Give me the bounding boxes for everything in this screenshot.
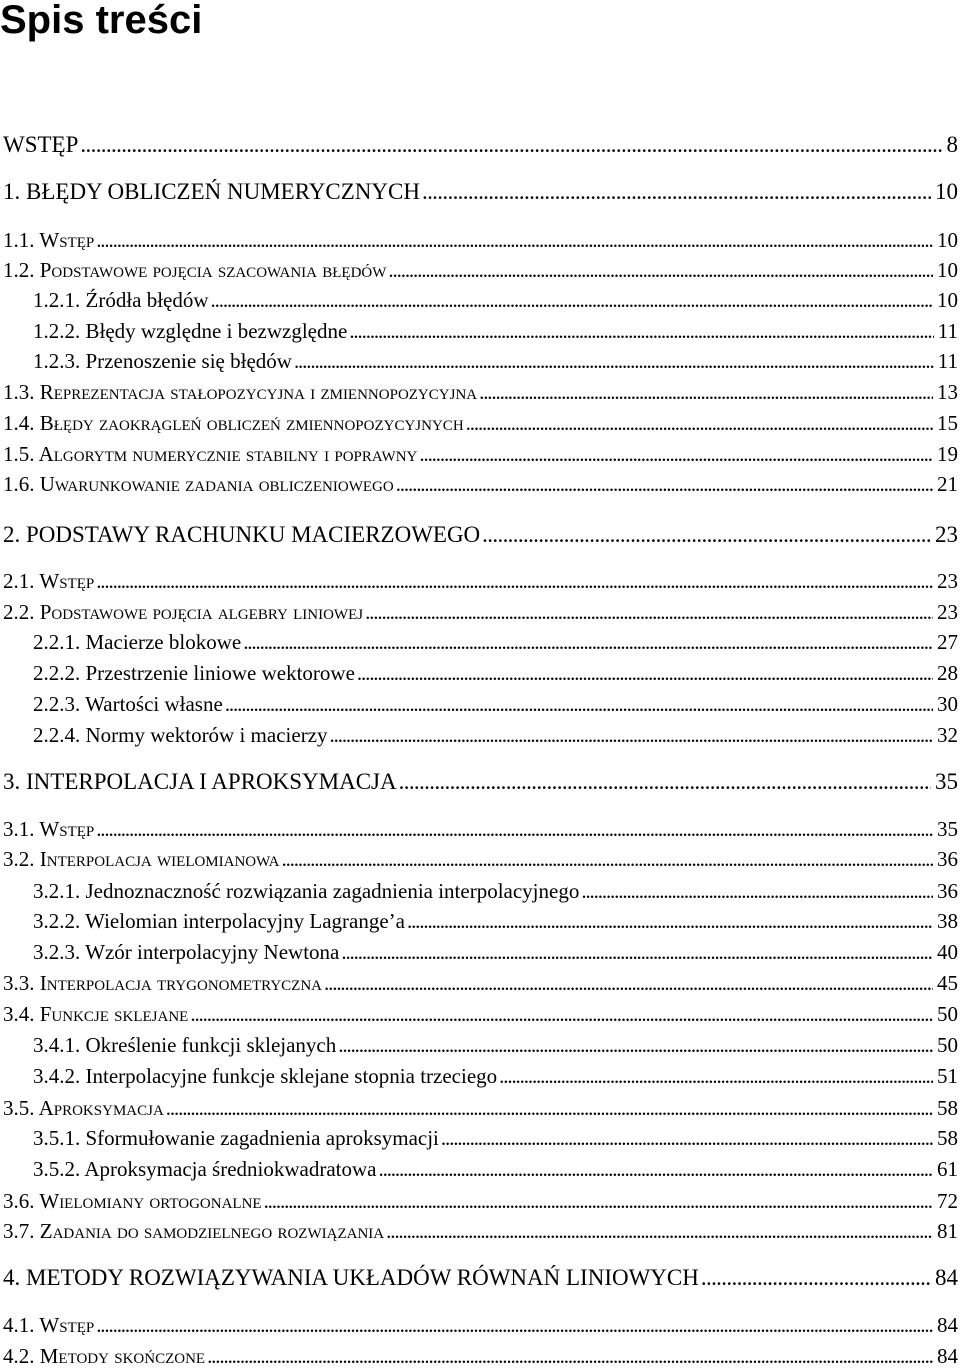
toc-entry-page: 40 (937, 940, 958, 964)
toc-entry[interactable] (33, 937, 958, 967)
toc-entry-title: 2.2.1. Macierze blokowe (33, 630, 242, 654)
dot-leader (581, 876, 933, 906)
dot-leader (243, 627, 933, 657)
toc-entry-page: 50 (937, 1002, 958, 1026)
dot-leader (419, 439, 933, 469)
dot-leader (211, 285, 933, 315)
toc-entry[interactable] (3, 255, 958, 285)
page-title: Spis treści (0, 0, 203, 42)
toc-entry[interactable] (3, 1310, 958, 1340)
dot-leader (190, 999, 933, 1029)
dot-leader (386, 1216, 933, 1246)
toc-entry-title: 4. METODY ROZWIĄZYWANIA UKŁADÓW RÓWNAŃ LINIOWYCH (3, 1265, 699, 1290)
toc-entry[interactable] (33, 658, 958, 688)
toc-entry[interactable] (33, 1123, 958, 1153)
dot-leader (479, 377, 933, 407)
toc-entry-page: 51 (937, 1064, 958, 1088)
toc-entry[interactable] (3, 469, 958, 499)
toc-entry[interactable] (33, 689, 958, 719)
toc-entry-title: 3.5.1. Sformułowanie zagadnienia aproksymacji (33, 1126, 439, 1150)
toc-entry[interactable] (33, 285, 958, 315)
dot-leader (349, 316, 933, 346)
dot-leader (407, 906, 933, 936)
toc-entry-title: 4.2. Metody skończone (3, 1344, 206, 1368)
toc-entry[interactable] (3, 767, 958, 797)
toc-entry-title: 2. PODSTAWY RACHUNKU MACIERZOWEGO (3, 522, 481, 547)
toc-entry-page: 61 (937, 1157, 958, 1181)
toc-entry-page: 35 (935, 769, 958, 794)
toc-entry[interactable] (3, 408, 958, 438)
toc-entry-page: 58 (937, 1126, 958, 1150)
dot-leader (396, 469, 933, 499)
toc-entry-page: 23 (937, 569, 958, 593)
toc-entry-title: 3.2. Interpolacja wielomianowa (3, 847, 280, 871)
dot-leader (499, 1061, 933, 1091)
toc-entry-page: 84 (937, 1313, 958, 1337)
dot-leader (482, 520, 931, 550)
dot-leader (441, 1123, 933, 1153)
toc-entry-title: 3.6. Wielomiany ortogonalne (3, 1189, 262, 1213)
toc-entry-page: 36 (937, 847, 958, 871)
toc-entry[interactable] (3, 130, 958, 160)
toc-entry-page: 27 (937, 630, 958, 654)
toc-entry[interactable] (3, 1216, 958, 1246)
toc-entry-title: 1. BŁĘDY OBLICZEŃ NUMERYCZNYCH (3, 179, 420, 204)
toc-entry-title: 1.6. Uwarunkowanie zadania obliczeniowego (3, 472, 394, 496)
dot-leader (207, 1341, 933, 1371)
toc-entry[interactable] (3, 597, 958, 627)
dot-leader (96, 1310, 933, 1340)
toc-entry-page: 58 (937, 1096, 958, 1120)
dot-leader (96, 814, 933, 844)
toc-entry-title: 3.7. Zadania do samodzielnego rozwiązania (3, 1219, 385, 1243)
dot-leader (365, 597, 933, 627)
toc-entry-title: 2.2.3. Wartości własne (33, 692, 223, 716)
toc-entry[interactable] (3, 177, 958, 207)
toc-entry[interactable] (33, 1154, 958, 1184)
dot-leader (96, 566, 933, 596)
toc-entry-title: 3.1. Wstęp (3, 817, 95, 841)
toc-entry[interactable] (3, 999, 958, 1029)
toc-entry-page: 81 (937, 1219, 958, 1243)
toc-entry[interactable] (3, 1263, 958, 1293)
toc-entry-title: 3.2.1. Jednoznaczność rozwiązania zagadnienia interpolacyjnego (33, 879, 580, 903)
toc-entry[interactable] (33, 876, 958, 906)
toc-entry-page: 10 (937, 288, 958, 312)
toc-entry-page: 50 (937, 1033, 958, 1057)
dot-leader (466, 408, 933, 438)
toc-entry[interactable] (33, 1061, 958, 1091)
dot-leader (166, 1093, 933, 1123)
toc-entry-title: 3.4.2. Interpolacyjne funkcje sklejane stopnia trzeciego (33, 1064, 498, 1088)
toc-entry-title: 1.2.3. Przenoszenie się błędów (33, 349, 292, 373)
toc-entry-title: 2.1. Wstęp (3, 569, 95, 593)
dot-leader (281, 844, 933, 874)
toc-entry-title: 3.3. Interpolacja trygonometryczna (3, 971, 323, 995)
toc-entry-title: 3.4.1. Określenie funkcji sklejanych (33, 1033, 337, 1057)
toc-entry-page: 10 (935, 179, 958, 204)
dot-leader (324, 968, 933, 998)
toc-entry-title: WSTĘP (3, 132, 79, 157)
toc-entry-page: 10 (937, 228, 958, 252)
toc-entry-title: 1.5. Algorytm numerycznie stabilny i poprawny (3, 442, 418, 466)
toc-entry-title: 4.1. Wstęp (3, 1313, 95, 1337)
toc-entry-page: 10 (937, 258, 958, 282)
toc-entry-page: 72 (937, 1189, 958, 1213)
toc-entry-title: 2.2. Podstawowe pojęcia algebry liniowej (3, 600, 364, 624)
dot-leader (341, 937, 933, 967)
dot-leader (264, 1186, 933, 1216)
toc-entry-page: 23 (935, 522, 958, 547)
toc-entry-title: 3.2.3. Wzór interpolacyjny Newtona (33, 940, 340, 964)
toc-entry-title: 3. INTERPOLACJA I APROKSYMACJA (3, 769, 397, 794)
toc-entry-page: 45 (937, 971, 958, 995)
toc-entry[interactable] (3, 1093, 958, 1123)
toc-entry-title: 1.1. Wstęp (3, 228, 95, 252)
toc-entry[interactable] (3, 377, 958, 407)
toc-entry[interactable] (3, 968, 958, 998)
toc-entry-title: 3.4. Funkcje sklejane (3, 1002, 189, 1026)
dot-leader (225, 689, 933, 719)
toc-entry-page: 84 (935, 1265, 958, 1290)
toc-entry-page: 84 (937, 1344, 958, 1368)
toc-entry-title: 2.2.4. Normy wektorów i macierzy (33, 723, 328, 747)
dot-leader (96, 225, 933, 255)
toc-entry-page: 13 (937, 380, 958, 404)
dot-leader (379, 1154, 934, 1184)
dot-leader (357, 658, 933, 688)
toc-entry-title: 1.2.2. Błędy względne i bezwzględne (33, 319, 348, 343)
toc-entry[interactable] (33, 720, 958, 750)
toc-entry[interactable] (3, 1186, 958, 1216)
toc-entry[interactable] (3, 814, 958, 844)
toc-entry-title: 3.5. Aproksymacja (3, 1096, 164, 1120)
toc-entry-title: 1.2. Podstawowe pojęcia szacowania błędów (3, 258, 387, 282)
toc-entry[interactable] (3, 566, 958, 596)
dot-leader (422, 177, 931, 207)
toc-entry-title: 2.2.2. Przestrzenie liniowe wektorowe (33, 661, 355, 685)
dot-leader (701, 1263, 931, 1293)
toc-entry-page: 15 (937, 411, 958, 435)
toc-entry-title: 1.2.1. Źródła błędów (33, 288, 209, 312)
dot-leader (338, 1030, 933, 1060)
dot-leader (80, 130, 942, 160)
toc-entry[interactable] (3, 225, 958, 255)
toc-entry-page: 35 (937, 817, 958, 841)
toc-entry-page: 23 (937, 600, 958, 624)
dot-leader (399, 767, 931, 797)
toc-entry-title: 3.2.2. Wielomian interpolacyjny Lagrange’a (33, 909, 405, 933)
toc-entry[interactable] (3, 844, 958, 874)
toc-entry-page: 38 (937, 909, 958, 933)
toc-entry-page: 36 (937, 879, 958, 903)
toc-entry[interactable] (33, 1030, 958, 1060)
toc-entry-page: 28 (937, 661, 958, 685)
toc-entry[interactable] (3, 1341, 958, 1371)
dot-leader (388, 255, 933, 285)
toc-entry[interactable] (33, 906, 958, 936)
toc-entry-title: 1.3. Reprezentacja stałopozycyjna i zmiennopozycyjna (3, 380, 478, 404)
dot-leader (330, 720, 933, 750)
dot-leader (294, 346, 934, 376)
toc-entry-title: 1.4. Błędy zaokrągleń obliczeń zmiennopozycyjnych (3, 411, 464, 435)
toc-entry-page: 32 (937, 723, 958, 747)
toc-entry-page: 8 (946, 132, 958, 157)
toc-entry-page: 21 (937, 472, 958, 496)
toc-entry[interactable] (33, 316, 958, 346)
toc-entry-page: 11 (937, 319, 958, 343)
toc-entry-page: 19 (937, 442, 958, 466)
toc-entry[interactable] (3, 520, 958, 550)
toc-entry[interactable] (33, 346, 958, 376)
toc-entry-title: 3.5.2. Aproksymacja średniokwadratowa (33, 1157, 377, 1181)
toc-entry-page: 11 (937, 349, 958, 373)
toc-entry[interactable] (33, 627, 958, 657)
toc-entry[interactable] (3, 439, 958, 469)
toc-entry-page: 30 (937, 692, 958, 716)
